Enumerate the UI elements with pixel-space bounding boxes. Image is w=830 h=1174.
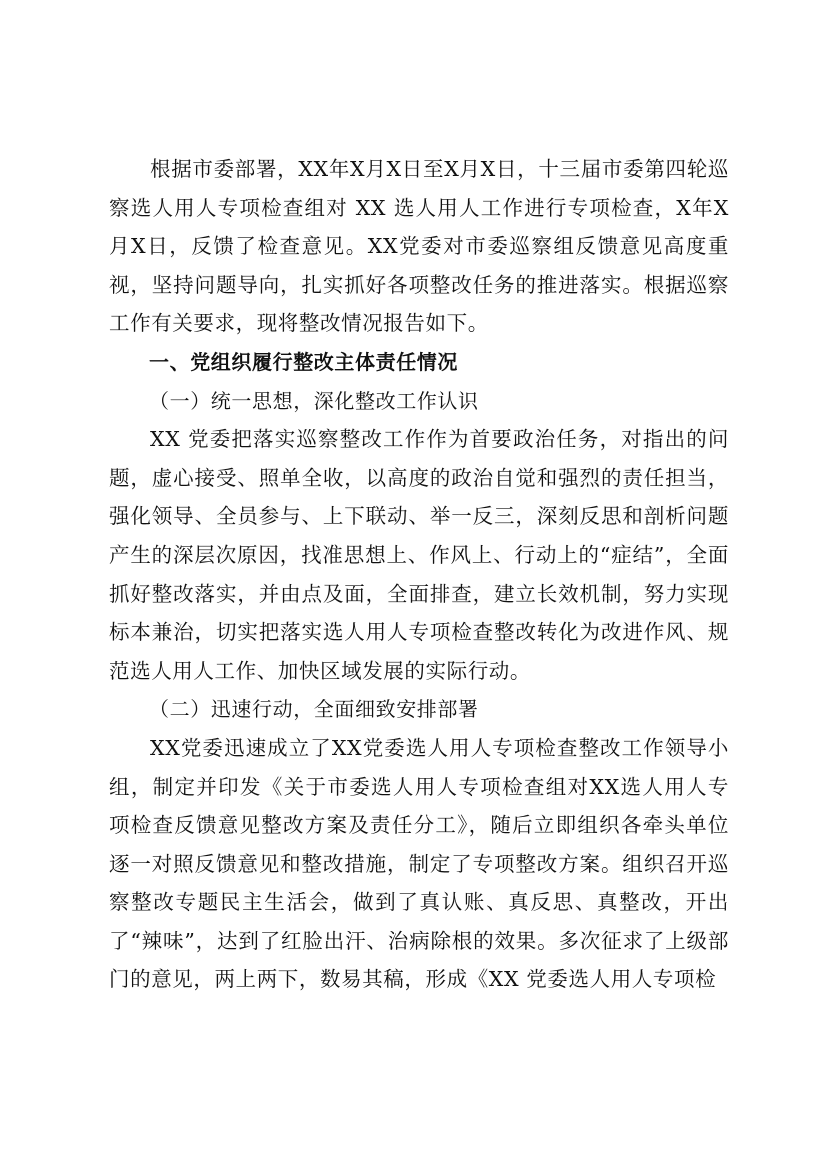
section-heading: 一、党组织履行整改主体责任情况 (149, 349, 458, 374)
intro-paragraph: 根据市委部署，XX年X月X日至X月X日，十三届市委第四轮巡察选人用人专项检查组对 XX 选人用人工作进行专项检查，X年X月X日，反馈了检查意见。XX党委对市委巡察组反馈意见高度重视，坚持问题导向，扎实抓好各项整改任务的推进落实。根据巡察工作有关要求，现将整改情况报告如下。 (109, 157, 729, 336)
body-paragraph-1: XX 党委把落实巡察整改工作作为首要政治任务，对指出的问题，虚心接受、照单全收，以高度的政治自觉和强烈的责任担当，强化领导、全员参与、上下联动、举一反三，深刻反思和剖析问题产生的深层次原因，找准思想上、作风上、行动上的“症结”，全面抓好整改落实，并由点及面，全面排查，建立长效机制，努力实现标本兼治，切实把落实选人用人专项检查整改转化为改进作风、规范选人用人工作、加快区域发展的实际行动。 (109, 427, 729, 683)
body-paragraph-2: XX党委迅速成立了XX党委选人用人专项检查整改工作领导小组，制定并印发《关于市委选人用人专项检查组对XX选人用人专项检查反馈意见整改方案及责任分工》，随后立即组织各牵头单位逐一对照反馈意见和整改措施，制定了专项整改方案。组织召开巡察整改专题民主生活会，做到了真认账、真反思、真整改，开出了“辣味”，达到了红脸出汗、治病除根的效果。多次征求了上级部门的意见，两上两下，数易其稿，形成《XX 党委选人用人专项检 (109, 735, 729, 992)
subsection-heading-2: （二）迅速行动，全面细致安排部署 (149, 697, 479, 722)
subsection-heading-1: （一）统一思想，深化整改工作认识 (149, 388, 479, 413)
document-body (109, 150, 729, 999)
